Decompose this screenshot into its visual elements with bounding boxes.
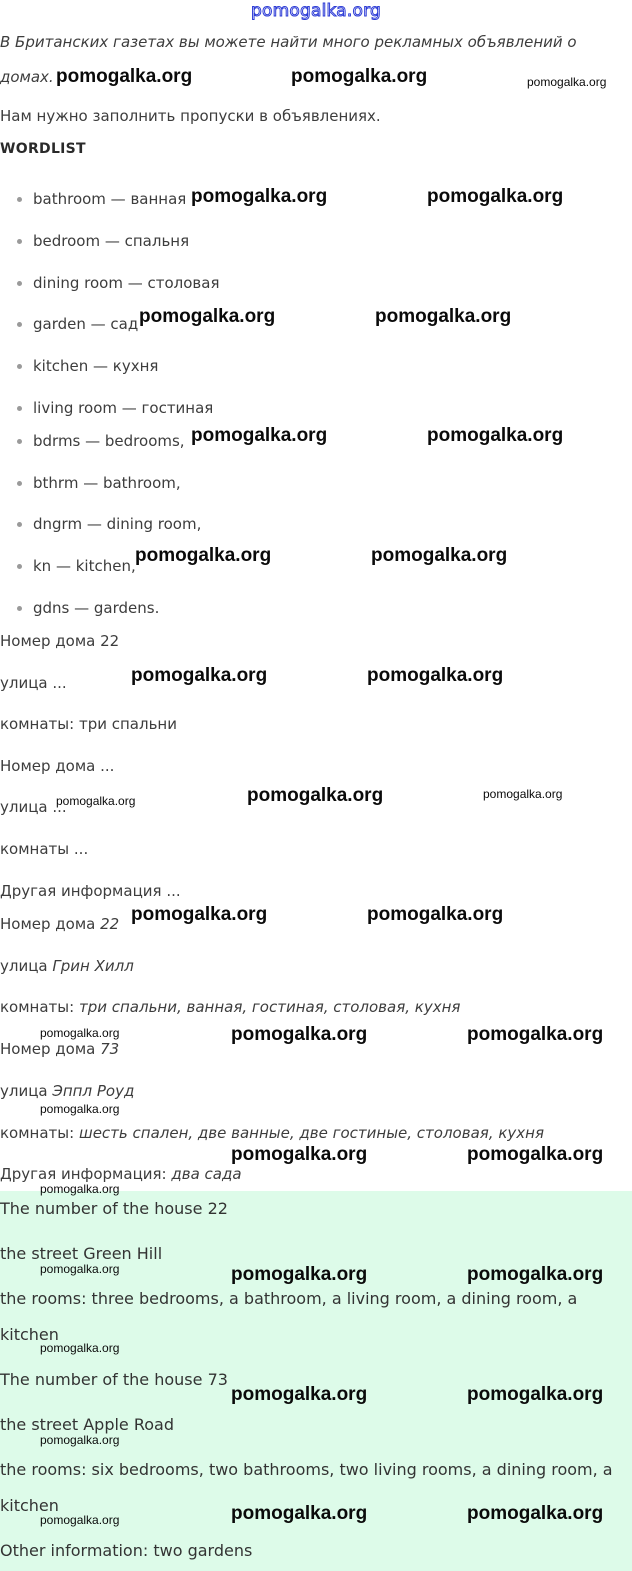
- watermark: pomogalka.org: [40, 1341, 120, 1355]
- label: улица: [0, 1082, 48, 1100]
- instruction-text: Нам нужно заполнить пропуски в объявлениях.: [0, 107, 381, 125]
- filled-house2-rooms: [0, 1124, 544, 1142]
- list-item-text: living room — гостиная: [33, 399, 214, 417]
- watermark: pomogalka.org: [40, 1026, 120, 1040]
- label: Номер дома: [0, 1040, 96, 1058]
- value: шесть спален, две ванные, две гостиные, столовая, кухня: [78, 1124, 544, 1142]
- watermark: pomogalka.org: [247, 785, 384, 806]
- filled-house1-street: [0, 957, 134, 975]
- list-item-text: bedroom — спальня: [33, 232, 190, 250]
- answer-house2-number: The number of the house 73: [0, 1370, 228, 1389]
- list-item-text: bathroom — ванная: [33, 190, 187, 208]
- watermark: pomogalka.org: [467, 1264, 604, 1285]
- list-item-text: dining room — столовая: [33, 274, 220, 292]
- watermark: pomogalka.org: [427, 425, 564, 446]
- watermark: pomogalka.org: [467, 1144, 604, 1165]
- watermark: pomogalka.org: [231, 1144, 368, 1165]
- wordlist-heading: WORDLIST: [0, 141, 86, 157]
- list-item-text: kn — kitchen,: [33, 557, 136, 575]
- watermark: pomogalka.org: [467, 1384, 604, 1405]
- label: Другая информация:: [0, 1165, 167, 1183]
- list-item-text: gdns — gardens.: [33, 599, 160, 617]
- watermark: pomogalka.org: [527, 75, 607, 89]
- watermark: pomogalka.org: [135, 545, 272, 566]
- bullet-icon: [17, 322, 22, 327]
- list-item-text: bdrms — bedrooms,: [33, 432, 185, 450]
- intro-text-line1: В Британских газетах вы можете найти много рекламных объявлений о: [0, 33, 577, 51]
- bullet-icon: [17, 481, 22, 486]
- watermark: pomogalka.org: [367, 904, 504, 925]
- label: Номер дома: [0, 915, 96, 933]
- watermark: pomogalka.org: [483, 787, 563, 801]
- watermark: pomogalka.org: [40, 1262, 120, 1276]
- value: Эппл Роуд: [52, 1082, 135, 1100]
- template-house2-street: улица ...: [0, 798, 67, 816]
- intro-text-line2: домах.: [0, 68, 54, 86]
- watermark: pomogalka.org: [40, 1433, 120, 1447]
- watermark: pomogalka.org: [56, 66, 193, 87]
- bullet-icon: [17, 564, 22, 569]
- filled-house2-street: [0, 1082, 134, 1100]
- watermark: pomogalka.org: [131, 904, 268, 925]
- watermark: pomogalka.org: [191, 425, 328, 446]
- bullet-icon: [17, 439, 22, 444]
- label: комнаты:: [0, 998, 75, 1016]
- list-item-text: dngrm — dining room,: [33, 515, 202, 533]
- template-house1-number: Номер дома 22: [0, 632, 120, 650]
- watermark: pomogalka.org: [231, 1024, 368, 1045]
- list-item-text: garden — сад: [33, 315, 139, 333]
- watermark: pomogalka.org: [231, 1384, 368, 1405]
- watermark: pomogalka.org: [427, 186, 564, 207]
- watermark: pomogalka.org: [467, 1503, 604, 1524]
- watermark: pomogalka.org: [375, 306, 512, 327]
- filled-house2-number: [0, 1040, 119, 1058]
- bullet-icon: [17, 281, 22, 286]
- template-house1-street: улица ...: [0, 674, 67, 692]
- watermark: pomogalka.org: [367, 665, 504, 686]
- list-item-text: bthrm — bathroom,: [33, 474, 181, 492]
- bullet-icon: [17, 522, 22, 527]
- template-house1-rooms: комнаты: три спальни: [0, 715, 177, 733]
- bullet-icon: [17, 606, 22, 611]
- label: улица: [0, 957, 48, 975]
- value: два сада: [171, 1165, 242, 1183]
- list-item-text: kitchen — кухня: [33, 357, 159, 375]
- answer-house1-rooms-line2: kitchen: [0, 1325, 59, 1344]
- site-logo[interactable]: pomogalka.org: [251, 1, 381, 21]
- filled-house1-number: [0, 915, 119, 933]
- answer-house1-rooms-line1: the rooms: three bedrooms, a bathroom, a living room, a dining room, a: [0, 1289, 578, 1308]
- watermark: pomogalka.org: [139, 306, 276, 327]
- value: Грин Хилл: [52, 957, 134, 975]
- answer-house2-street: the street Apple Road: [0, 1415, 175, 1434]
- value: 73: [100, 1040, 120, 1058]
- answer-house2-rooms-line2: kitchen: [0, 1496, 59, 1515]
- watermark: pomogalka.org: [191, 186, 328, 207]
- label: комнаты:: [0, 1124, 75, 1142]
- watermark: pomogalka.org: [131, 665, 268, 686]
- bullet-icon: [17, 406, 22, 411]
- value: 22: [100, 915, 120, 933]
- watermark: pomogalka.org: [467, 1024, 604, 1045]
- watermark: pomogalka.org: [56, 794, 136, 808]
- watermark: pomogalka.org: [371, 545, 508, 566]
- filled-house2-other: [0, 1165, 242, 1183]
- watermark: pomogalka.org: [291, 66, 428, 87]
- watermark: pomogalka.org: [40, 1513, 120, 1527]
- watermark: pomogalka.org: [40, 1102, 120, 1116]
- bullet-icon: [17, 239, 22, 244]
- watermark: pomogalka.org: [40, 1182, 120, 1196]
- bullet-icon: [17, 197, 22, 202]
- bullet-icon: [17, 364, 22, 369]
- answer-house2-rooms-line1: the rooms: six bedrooms, two bathrooms, two living rooms, a dining room, a: [0, 1460, 613, 1479]
- watermark: pomogalka.org: [231, 1503, 368, 1524]
- filled-house1-rooms: [0, 998, 460, 1016]
- answer-house2-other: Other information: two gardens: [0, 1541, 253, 1560]
- template-house2-other: Другая информация ...: [0, 882, 181, 900]
- template-house2-number: Номер дома ...: [0, 757, 115, 775]
- answer-house1-street: the street Green Hill: [0, 1244, 163, 1263]
- watermark: pomogalka.org: [231, 1264, 368, 1285]
- value: три спальни, ванная, гостиная, столовая, кухня: [78, 998, 461, 1016]
- answer-house1-number: The number of the house 22: [0, 1199, 228, 1218]
- template-house2-rooms: комнаты ...: [0, 840, 89, 858]
